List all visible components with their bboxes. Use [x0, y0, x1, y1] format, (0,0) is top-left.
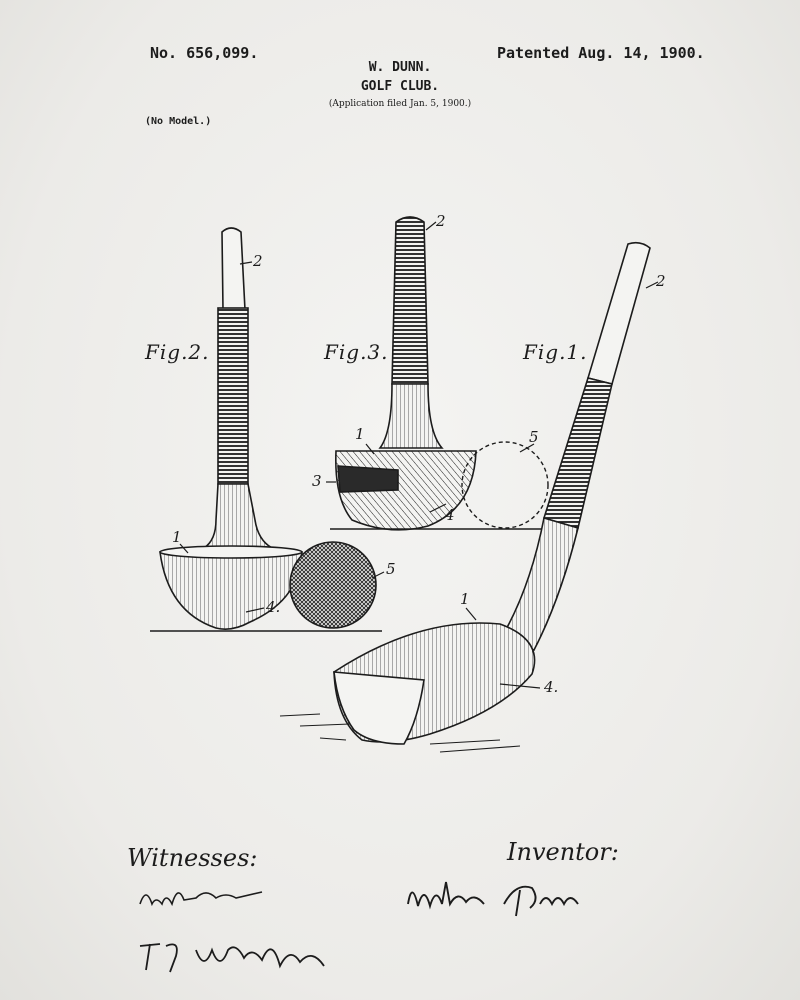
- fig3-neck: [380, 384, 442, 448]
- fig2-ball: [290, 542, 376, 628]
- fig2-ref-face: 4.: [266, 598, 281, 616]
- fig3-shaft-top: [392, 217, 428, 384]
- filing-date: (Application filed Jan. 5, 1900.): [328, 99, 472, 109]
- model-note: (No Model.): [145, 116, 212, 127]
- fig1-ref-shaft: 2: [656, 272, 666, 290]
- fig2-ref-head: 1: [172, 528, 182, 546]
- fig3-ball-outline: [462, 442, 548, 528]
- fig3-club-drawing: [326, 217, 552, 530]
- fig3-insert: [338, 466, 398, 492]
- patent-number: No. 656,099.: [150, 44, 259, 62]
- fig3-ref-shaft: 2: [436, 212, 446, 230]
- fig3-ref-face: 4: [445, 506, 455, 524]
- fig2-ref-shaft: 2: [253, 252, 263, 270]
- fig2-neck: [204, 484, 272, 548]
- invention-title: GOLF CLUB.: [360, 79, 440, 94]
- fig2-ref-ball: 5: [386, 560, 396, 578]
- fig2-grip: [218, 308, 248, 484]
- fig2-club-drawing: [150, 228, 384, 631]
- fig2-head-top: [160, 546, 302, 558]
- inventor-label: Inventor:: [507, 838, 619, 866]
- fig3-ref-head: 1: [355, 425, 365, 443]
- witnesses-label: Witnesses:: [127, 844, 258, 872]
- fig1-ref-head: 1: [460, 590, 470, 608]
- fig3-ref-ball: 5: [529, 428, 539, 446]
- fig1-club-drawing: [280, 243, 658, 752]
- fig2-label: Fig.2.: [145, 340, 210, 364]
- inventor-signature: [408, 882, 578, 916]
- patent-date: Patented Aug. 14, 1900.: [497, 44, 705, 62]
- fig2-head: [160, 548, 302, 629]
- fig3-ref-insert: 3: [312, 472, 322, 490]
- fig1-ref-face: 4.: [544, 678, 559, 696]
- fig1-shaft: [588, 243, 650, 384]
- witness-2-signature: [140, 944, 324, 972]
- fig3-label: Fig.3.: [324, 340, 389, 364]
- witness-1-signature: [140, 892, 262, 904]
- fig1-grip: [544, 378, 612, 528]
- fig1-label: Fig.1.: [523, 340, 588, 364]
- fig2-shaft: [222, 228, 245, 310]
- inventor-name: W. DUNN.: [368, 60, 432, 75]
